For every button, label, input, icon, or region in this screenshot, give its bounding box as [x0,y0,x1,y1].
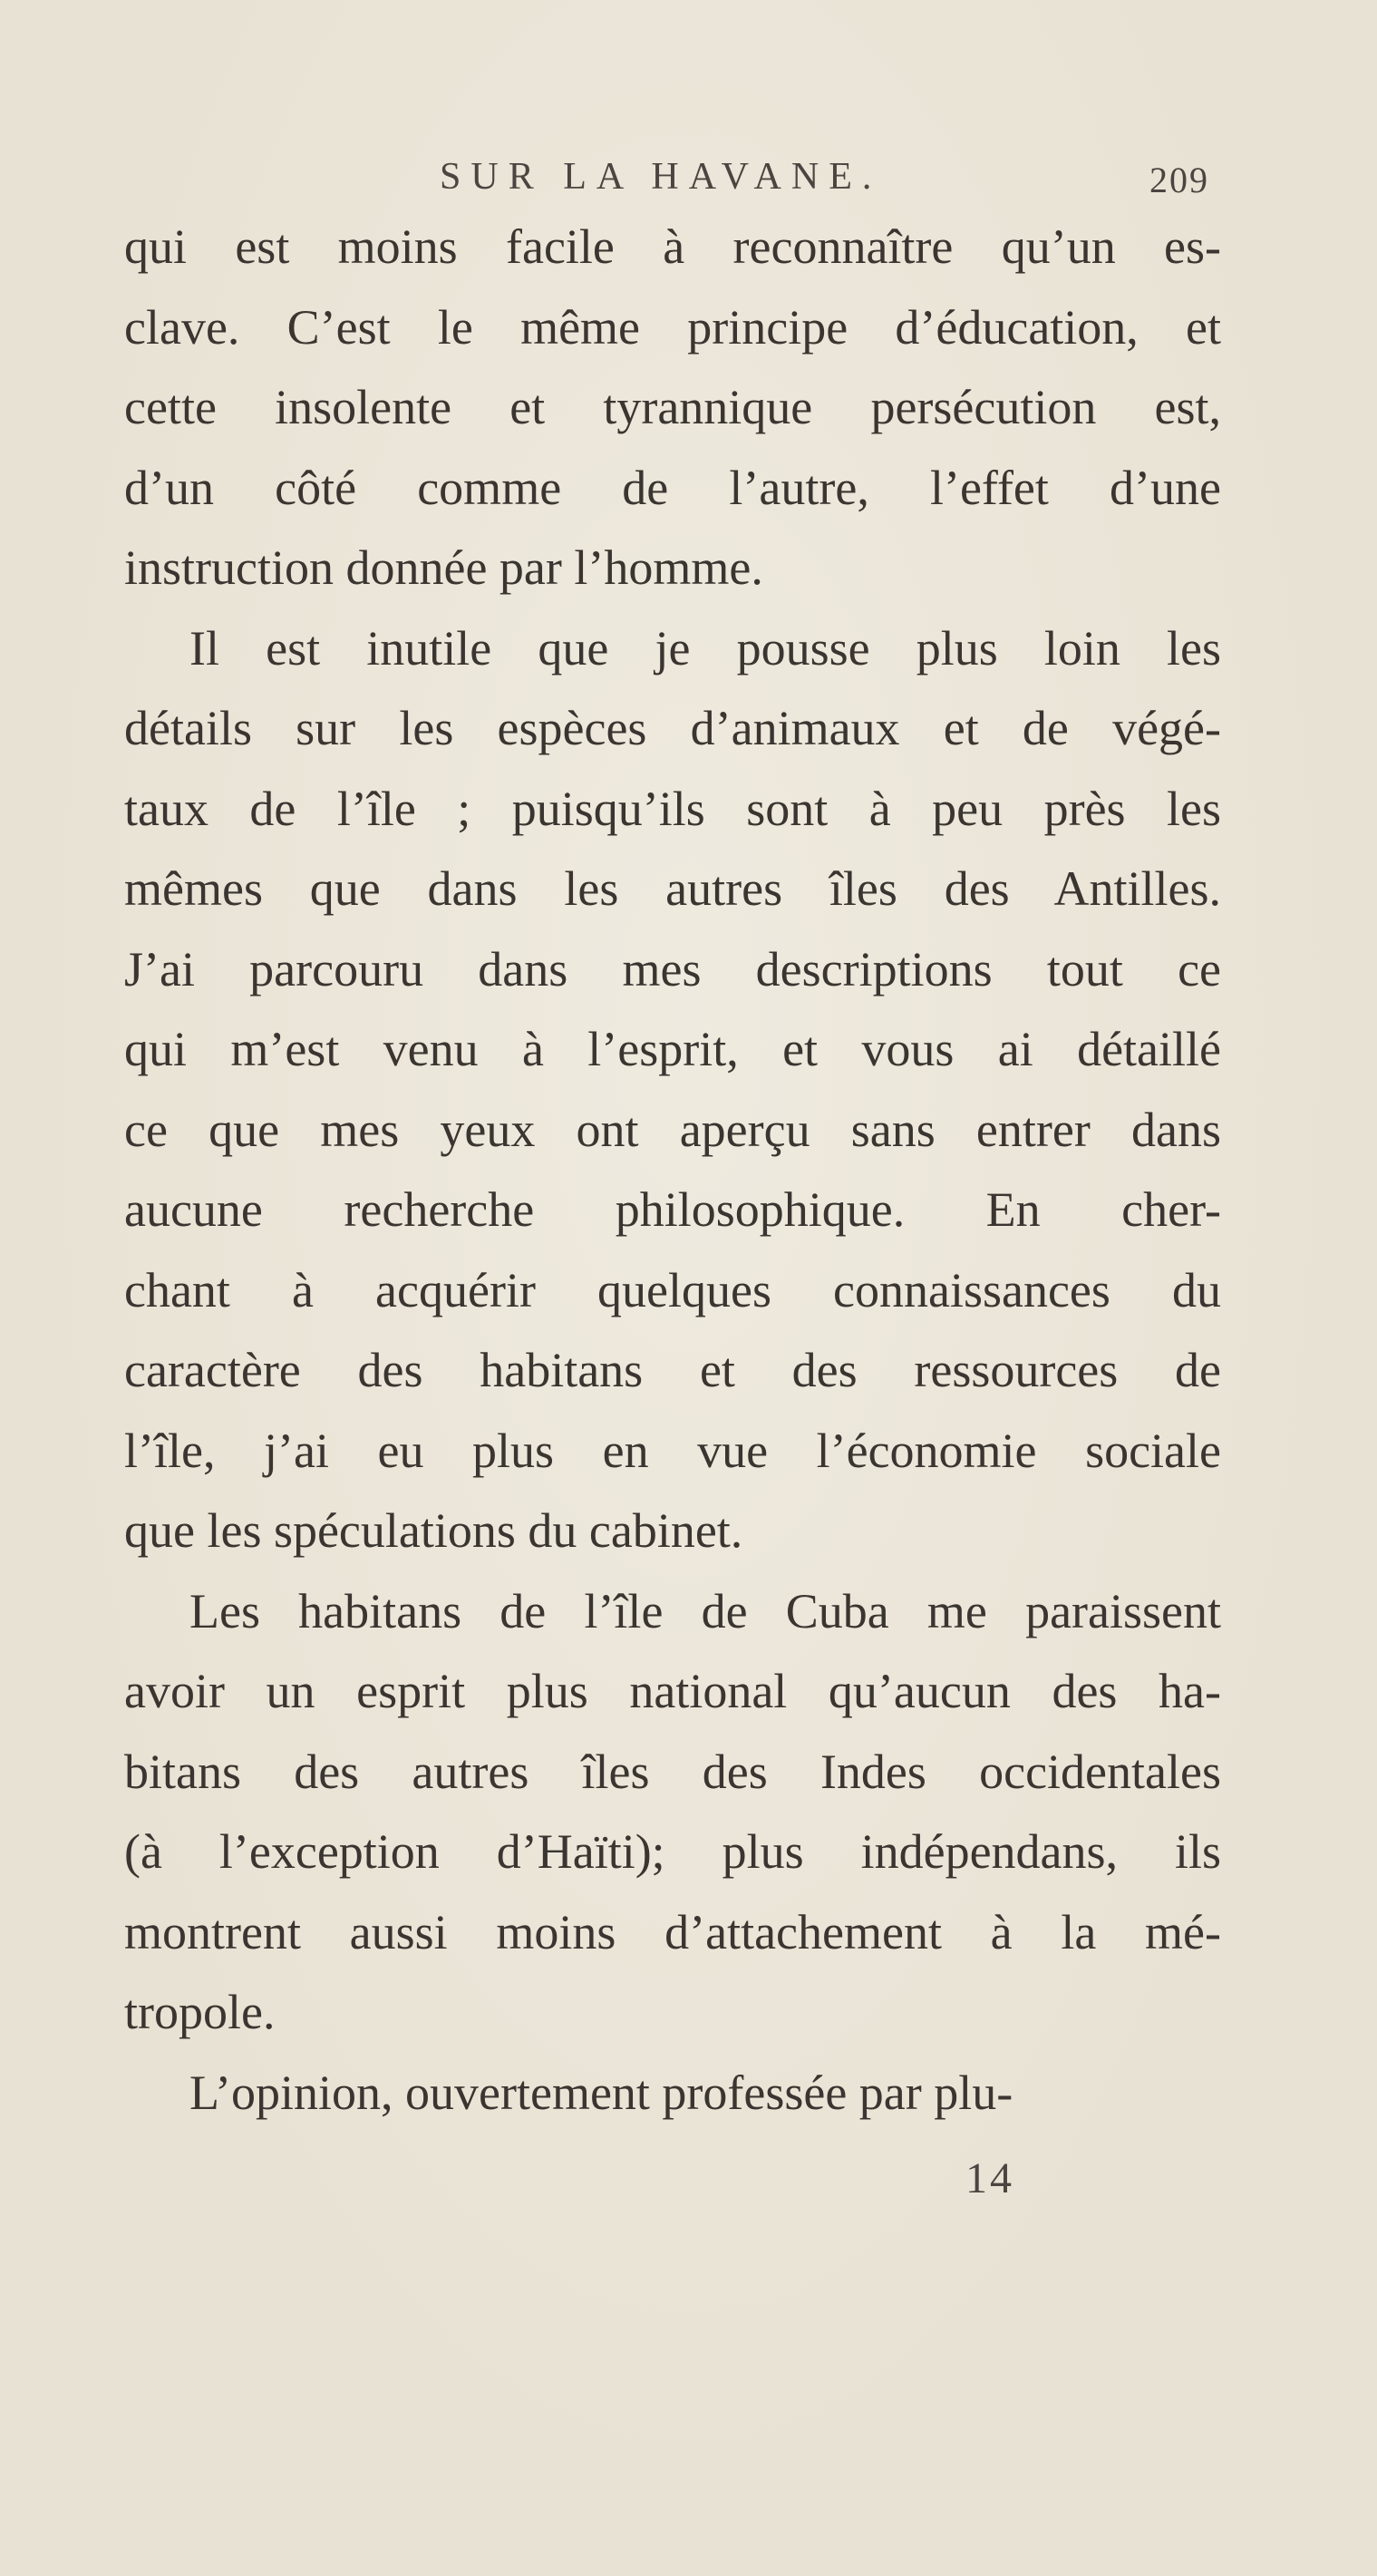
text-line: aucune recherche philosophique. En cher- [124,1182,1221,1237]
running-head [0,145,1377,209]
text-line: clave. C’est le même principe d’éducation, et [124,299,1221,355]
page-number: 209 [1149,160,1209,200]
text-line: instruction donnée par l’homme. [124,540,763,595]
text-line: cette insolente et tyrannique persécution est, [124,380,1221,434]
text-line: mêmes que dans les autres îles des Antilles. [124,861,1221,916]
text-line: montrent aussi moins d’attachement à la mé- [124,1904,1221,1959]
text-line: qui est moins facile à reconnaître qu’un es- [124,219,1221,274]
text-line: bitans des autres îles des Indes occidentales [124,1744,1221,1799]
text-line: l’île, j’ai eu plus en vue l’économie sociale [124,1423,1221,1478]
signature-mark: 14 [965,2154,1014,2202]
body-text [124,207,1221,2133]
paragraph-start-line: L’opinion, ouvertement professée par plu- [189,2065,1013,2120]
paragraph-start-line: Les habitans de l’île de Cuba me paraissent [189,1583,1221,1638]
text-line: que les spéculations du cabinet. [124,1503,743,1558]
running-title: SUR LA HAVANE. [440,156,882,198]
text-line: qui m’est venu à l’esprit, et vous ai détaillé [124,1022,1221,1076]
text-line: J’ai parcouru dans mes descriptions tout ce [124,941,1221,996]
text-line: taux de l’île ; puisqu’ils sont à peu près les [124,781,1221,836]
text-line: d’un côté comme de l’autre, l’effet d’une [124,460,1221,515]
text-line: chant à acquérir quelques connaissances du [124,1262,1221,1317]
text-line: (à l’exception d’Haïti); plus indépendans, ils [124,1824,1221,1879]
text-line: tropole. [124,1985,276,2039]
paragraph-start-line: Il est inutile que je pousse plus loin les [189,620,1221,676]
text-line: détails sur les espèces d’animaux et de végé- [124,701,1221,755]
text-line: caractère des habitans et des ressources de [124,1343,1221,1397]
text-line: ce que mes yeux ont aperçu sans entrer dans [124,1102,1221,1157]
text-line: avoir un esprit plus national qu’aucun des ha- [124,1664,1221,1718]
